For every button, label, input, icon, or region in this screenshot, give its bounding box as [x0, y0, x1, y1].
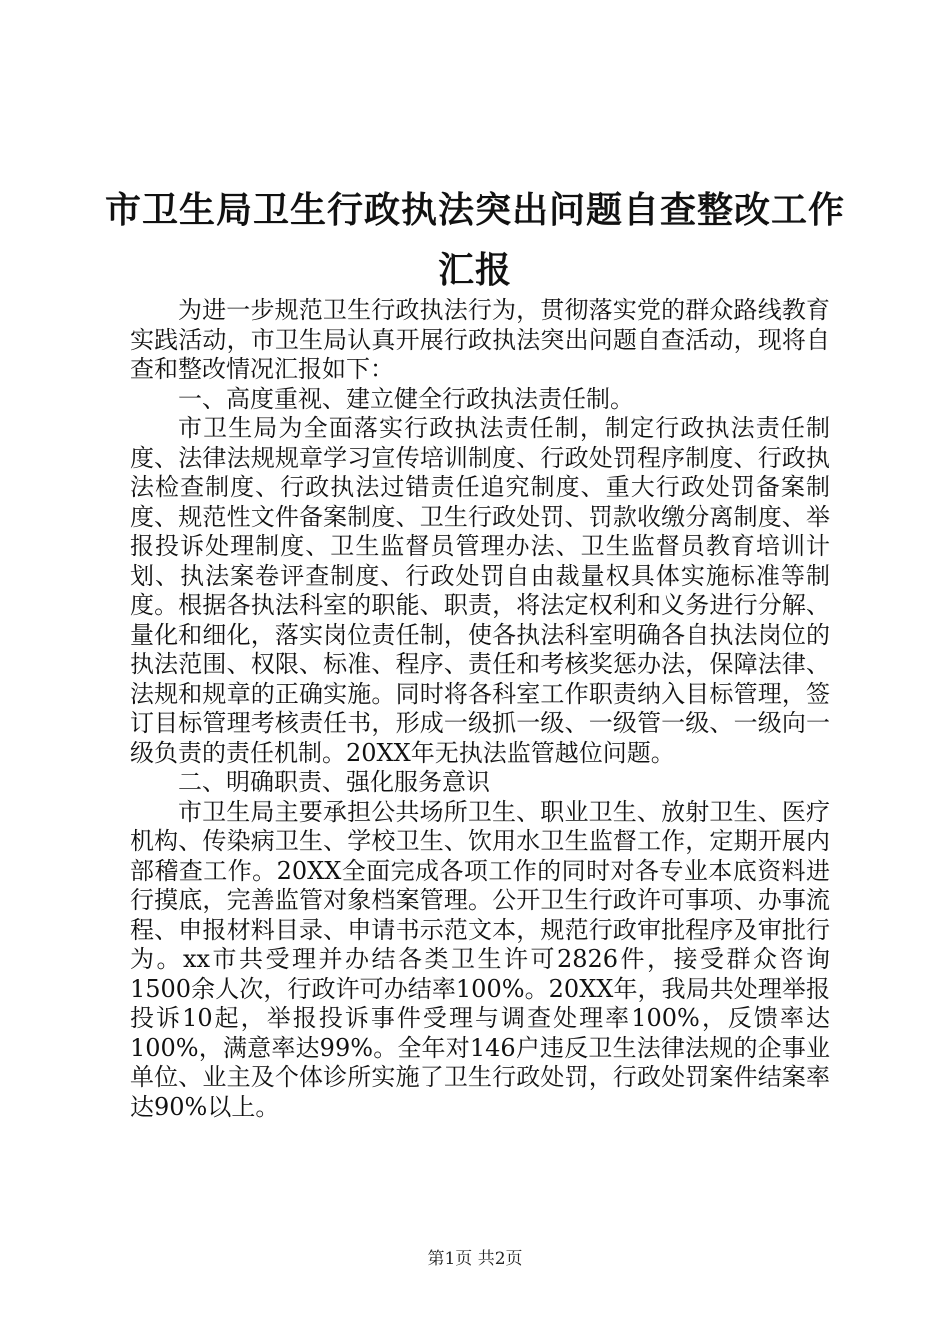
document-title-line-1: 市卫生局卫生行政执法突出问题自查整改工作: [104, 189, 845, 231]
page-footer: 第1页 共2页: [427, 1249, 523, 1269]
section-1-paragraph: 市卫生局为全面落实行政执法责任制，制定行政执法责任制度、法律法规规章学习宣传培训制度、行政处罚程序制度、行政执法检查制度、行政执法过错责任追究制度、重大行政处罚备案制度、规范性文件备案制度、卫生行政处罚、罚款收缴分离制度、举报投诉处理制度、卫生监督员管理办法、卫生监督员教育培训计划、执法案卷评查制度、行政处罚自由裁量权具体实施标准等制度。根据各执法科室的职能、职责，将法定权利和义务进行分解、量化和细化，落实岗位责任制，使各执法科室明确各自执法岗位的执法范围、权限、标准、程序、责任和考核奖惩办法，保障法律、法规和规章的正确实施。同时将各科室工作职责纳入目标管理，签订目标管理考核责任书，形成一级抓一级、一级管一级、一级向一级负责的责任机制。20XX年无执法监管越位问题。: [130, 414, 830, 767]
document-title-line-2: 汇报: [437, 249, 512, 291]
section-2-paragraph: 市卫生局主要承担公共场所卫生、职业卫生、放射卫生、医疗机构、传染病卫生、学校卫生、饮用水卫生监督工作，定期开展内部稽查工作。20XX全面完成各项工作的同时对各专业本底资料进行摸底，完善监管对象档案管理。公开卫生行政许可事项、办事流程、申报材料目录、申请书示范文本，规范行政审批程序及审批行为。xx市共受理并办结各类卫生许可2826件，接受群众咨询1500余人次，行政许可办结率100%。20XX年，我局共处理举报投诉10起，举报投诉事件受理与调查处理率100%，反馈率达100%，满意率达99%。全年对146户违反卫生法律法规的企事业单位、业主及个体诊所实施了卫生行政处罚，行政处罚案件结案率达90%以上。: [130, 797, 830, 1121]
intro-paragraph: 为进一步规范卫生行政执法行为，贯彻落实党的群众路线教育实践活动，市卫生局认真开展行政执法突出问题自查活动，现将自查和整改情况汇报如下：: [130, 296, 830, 383]
section-heading-1: 一、高度重视、建立健全行政执法责任制。: [178, 384, 634, 413]
section-heading-2: 二、明确职责、强化服务意识: [178, 768, 490, 796]
document-body: [130, 296, 830, 1122]
